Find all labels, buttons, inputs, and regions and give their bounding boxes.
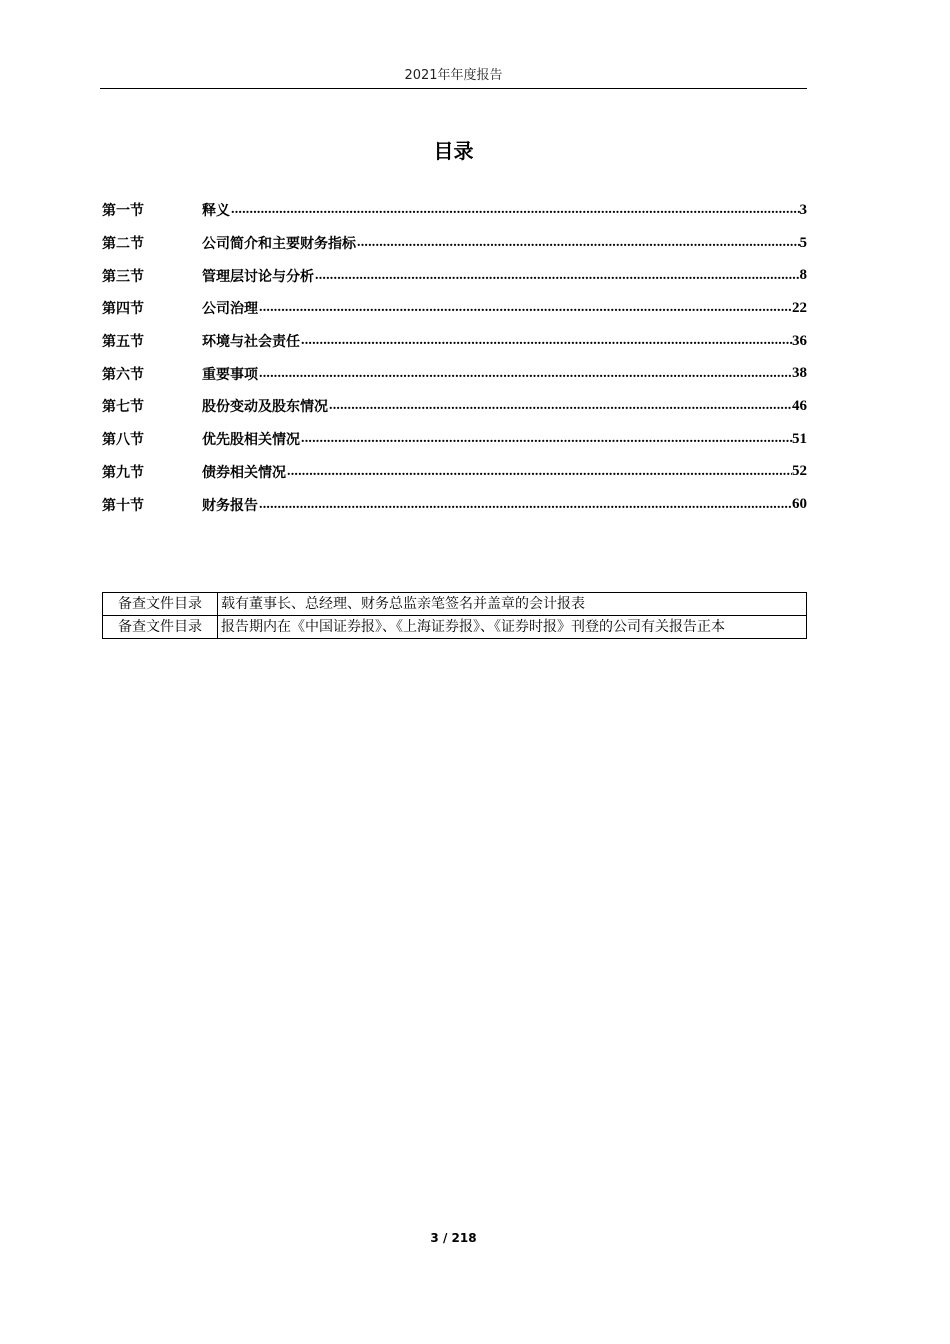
toc-section-title: 债券相关情况 [202, 464, 286, 481]
toc-leader-dots [258, 497, 792, 513]
toc-section-title: 管理层讨论与分析 [202, 268, 314, 285]
toc-section-number: 第六节 [102, 366, 144, 383]
toc-entry[interactable] [102, 227, 807, 260]
toc-section-number: 第二节 [102, 236, 144, 253]
toc-leader-dots [356, 235, 800, 251]
toc-section-number: 第八节 [102, 432, 144, 449]
toc-section-title: 优先股相关情况 [202, 432, 300, 449]
reference-doc-content: 载有董事长、总经理、财务总监亲笔签名并盖章的会计报表 [218, 593, 807, 616]
toc-section-number: 第五节 [102, 334, 144, 351]
toc-page-number: 8 [799, 267, 807, 284]
reference-documents-table [102, 592, 807, 639]
toc-section-title: 财务报告 [202, 497, 258, 514]
toc-leader-dots [258, 366, 792, 382]
toc-leader-dots [258, 300, 792, 316]
toc-entry[interactable] [102, 357, 807, 390]
toc-entry[interactable] [102, 456, 807, 489]
toc-section-title: 公司简介和主要财务指标 [202, 236, 356, 253]
reference-doc-content: 报告期内在《中国证券报》、《上海证券报》、《证券时报》刊登的公司有关报告正本 [218, 616, 807, 639]
toc-page-number: 52 [792, 463, 807, 480]
toc-section-title: 环境与社会责任 [202, 334, 300, 351]
table-of-contents [102, 194, 807, 521]
table-row [103, 616, 807, 639]
toc-page-number: 5 [799, 234, 807, 251]
toc-page-number: 36 [792, 332, 807, 349]
toc-section-number: 第十节 [102, 497, 144, 514]
toc-entry[interactable] [102, 325, 807, 358]
toc-section-title: 释义 [202, 203, 230, 220]
toc-entry[interactable] [102, 390, 807, 423]
table-row [103, 593, 807, 616]
toc-section-title: 公司治理 [202, 301, 258, 318]
toc-leader-dots [230, 202, 800, 218]
toc-page-number: 3 [799, 201, 807, 218]
header-divider [100, 88, 807, 89]
toc-entry[interactable] [102, 488, 807, 521]
page-number-footer: 3 / 218 [430, 1231, 477, 1245]
toc-page-number: 22 [792, 299, 807, 316]
toc-entry[interactable] [102, 292, 807, 325]
toc-section-title: 股份变动及股东情况 [202, 399, 328, 416]
toc-leader-dots [328, 398, 792, 414]
toc-page-number: 60 [792, 496, 807, 513]
toc-section-number: 第九节 [102, 464, 144, 481]
toc-entry[interactable] [102, 259, 807, 292]
toc-page-number: 46 [792, 397, 807, 414]
toc-section-number: 第七节 [102, 399, 144, 416]
toc-page-number: 38 [792, 365, 807, 382]
toc-section-number: 第一节 [102, 203, 144, 220]
toc-entry[interactable] [102, 423, 807, 456]
toc-section-number: 第三节 [102, 268, 144, 285]
toc-entry[interactable] [102, 194, 807, 227]
toc-title: 目录 [433, 139, 474, 163]
running-header: 2021年年度报告 [404, 68, 503, 83]
toc-section-title: 重要事项 [202, 366, 258, 383]
reference-doc-label: 备查文件目录 [103, 616, 218, 639]
toc-page-number: 51 [792, 430, 807, 447]
toc-section-number: 第四节 [102, 301, 144, 318]
toc-leader-dots [314, 268, 800, 284]
toc-leader-dots [300, 333, 792, 349]
toc-leader-dots [300, 431, 792, 447]
toc-leader-dots [286, 464, 792, 480]
reference-doc-label: 备查文件目录 [103, 593, 218, 616]
